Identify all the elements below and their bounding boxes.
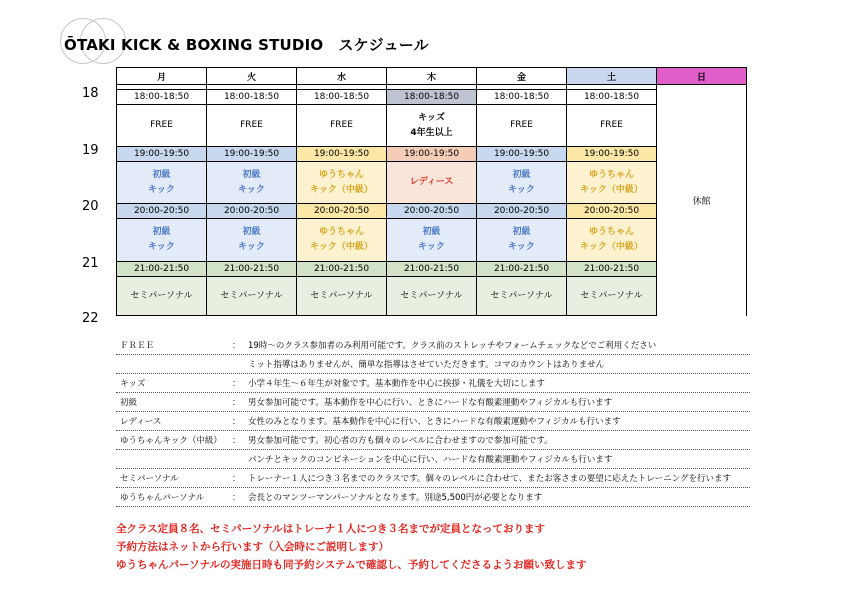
class-notes xyxy=(116,336,750,507)
day-header-mon: 月 xyxy=(117,68,207,85)
class-sub: キック xyxy=(148,242,175,252)
class-cell-semi-personal xyxy=(297,277,387,316)
sunday-closed-cell: 休館 xyxy=(657,85,747,316)
day-header-thu: 木 xyxy=(387,68,477,85)
class-cell-beginner-kick xyxy=(477,219,567,262)
class-cell-free xyxy=(297,105,387,147)
class-sub: キック（中級） xyxy=(310,242,373,252)
note-row xyxy=(116,469,750,488)
time-cell: 20:00-20:50 xyxy=(387,204,477,219)
class-cell-free xyxy=(207,105,297,147)
class-cell-free xyxy=(117,105,207,147)
class-cell-yuchan-kick xyxy=(567,219,657,262)
time-cell: 20:00-20:50 xyxy=(117,204,207,219)
note-label: 初級 xyxy=(120,398,138,408)
note-colon: ： xyxy=(232,379,241,389)
class-name: ゆうちゃん xyxy=(588,169,634,180)
note-label: ＦＲＥＥ xyxy=(120,341,155,351)
time-cell: 20:00-20:50 xyxy=(477,204,567,219)
note-colon: ： xyxy=(232,341,241,351)
class-sub: キック（中級） xyxy=(580,242,643,252)
hour-label-18: 18 xyxy=(82,86,99,101)
hour-label-21: 21 xyxy=(82,256,99,271)
time-cell: 18:00-18:50 xyxy=(477,90,567,105)
time-cell: 18:00-18:50 xyxy=(297,90,387,105)
day-header-wed: 水 xyxy=(297,68,387,85)
notice-line-personal: ゆうちゃんパーソナルの実施日時も同予約システムで確認し、予約してくださるようお願い致します xyxy=(116,559,587,571)
time-cell: 19:00-19:50 xyxy=(207,147,297,162)
time-row-1800 xyxy=(117,90,747,105)
class-cell-yuchan-kick xyxy=(567,162,657,204)
class-row-1800 xyxy=(117,105,747,147)
class-name: セミパーソナル xyxy=(130,290,193,301)
time-cell: 21:00-21:50 xyxy=(567,262,657,277)
class-name: セミパーソナル xyxy=(220,290,283,301)
class-name: ゆうちゃん xyxy=(318,227,364,237)
page-title: ŌTAKI KICK & BOXING STUDIO スケジュール xyxy=(64,36,429,54)
time-cell: 18:00-18:50 xyxy=(387,90,477,105)
class-cell-ladies xyxy=(387,162,477,204)
note-row xyxy=(116,374,750,393)
time-cell: 18:00-18:50 xyxy=(567,90,657,105)
time-cell: 21:00-21:50 xyxy=(207,262,297,277)
note-row xyxy=(116,488,750,507)
class-cell-semi-personal xyxy=(477,277,567,316)
note-row xyxy=(116,431,750,450)
note-label: セミパーソナル xyxy=(120,474,179,484)
class-sub: キック xyxy=(148,184,175,195)
note-label: ゆうちゃんパーソナル xyxy=(120,493,205,503)
class-cell-beginner-kick xyxy=(477,162,567,204)
class-name: FREE xyxy=(510,120,533,130)
note-label: キッズ xyxy=(120,379,146,389)
day-header-sun: 日 xyxy=(657,68,747,85)
time-cell: 18:00-18:50 xyxy=(117,90,207,105)
time-row-2100 xyxy=(117,262,747,277)
class-row-2000 xyxy=(117,219,747,262)
note-label: ゆうちゃんキック（中級） xyxy=(120,436,222,446)
class-name: 初級 xyxy=(242,227,261,237)
time-cell: 20:00-20:50 xyxy=(567,204,657,219)
class-name: 初級 xyxy=(152,169,171,180)
hour-label-20: 20 xyxy=(82,199,99,214)
time-cell: 19:00-19:50 xyxy=(117,147,207,162)
class-cell-semi-personal xyxy=(387,277,477,316)
day-header-sat: 土 xyxy=(567,68,657,85)
hour-label-19: 19 xyxy=(82,143,99,158)
class-name: セミパーソナル xyxy=(400,290,463,301)
day-header-tue: 火 xyxy=(207,68,297,85)
class-sub: キック xyxy=(238,242,265,252)
hour-label-22: 22 xyxy=(82,311,99,326)
note-colon: ： xyxy=(232,493,241,503)
class-cell-beginner-kick xyxy=(207,162,297,204)
class-name: 初級 xyxy=(512,169,531,180)
time-cell: 19:00-19:50 xyxy=(567,147,657,162)
note-text: 男女参加可能です。基本動作を中心に行い、ときにハードな有酸素運動やフィジカルも行います xyxy=(248,398,613,408)
class-name: ゆうちゃん xyxy=(588,227,634,237)
time-cell: 20:00-20:50 xyxy=(207,204,297,219)
note-text: 19時～のクラス参加者のみ利用可能です。クラス前のストレッチやフォームチェックなどでご利用ください xyxy=(248,341,657,351)
time-cell: 18:00-18:50 xyxy=(207,90,297,105)
time-cell: 20:00-20:50 xyxy=(297,204,387,219)
class-cell-yuchan-kick xyxy=(297,219,387,262)
note-colon: ： xyxy=(232,398,241,408)
class-sub: キック xyxy=(508,242,535,252)
time-cell: 19:00-19:50 xyxy=(387,147,477,162)
class-sub: キック（中級） xyxy=(580,184,643,195)
note-colon: ： xyxy=(232,436,241,446)
notice-footer xyxy=(116,520,587,574)
class-cell-semi-personal xyxy=(207,277,297,316)
time-row-2000 xyxy=(117,204,747,219)
note-colon: ： xyxy=(232,417,241,427)
class-cell-beginner-kick xyxy=(117,219,207,262)
schedule-table xyxy=(116,67,747,316)
day-header-fri: 金 xyxy=(477,68,567,85)
class-sub: キック xyxy=(418,242,445,252)
class-cell-semi-personal xyxy=(117,277,207,316)
class-name: FREE xyxy=(240,120,263,130)
note-text: 男女参加可能です。初心者の方も個々のレベルに合わせますので参加可能です。 xyxy=(248,436,553,446)
note-label: レディース xyxy=(120,417,162,427)
class-cell-semi-personal xyxy=(567,277,657,316)
note-row xyxy=(116,412,750,431)
class-name: 初級 xyxy=(242,169,261,180)
class-row-1900 xyxy=(117,162,747,204)
class-row-2100 xyxy=(117,277,747,316)
time-cell: 21:00-21:50 xyxy=(477,262,567,277)
time-row-1900 xyxy=(117,147,747,162)
class-sub: キック（中級） xyxy=(310,184,373,195)
note-text: トレーナー１人につき３名までのクラスです。個々のレベルに合わせて、またお客さまの要望に応えたトレーニングを行います xyxy=(248,474,732,484)
note-row xyxy=(116,355,750,374)
class-name: キッズ xyxy=(418,112,445,123)
class-name: 初級 xyxy=(152,227,171,237)
time-cell: 19:00-19:50 xyxy=(477,147,567,162)
class-name: レディース xyxy=(409,177,454,187)
class-cell-free xyxy=(477,105,567,147)
class-name: ゆうちゃん xyxy=(318,169,364,180)
class-sub: 4年生以上 xyxy=(410,127,453,138)
class-cell-yuchan-kick xyxy=(297,162,387,204)
note-text: パンチとキックのコンビネーションを中心に行い、ハードな有酸素運動やフィジカルも行います xyxy=(248,455,613,465)
class-name: FREE xyxy=(600,120,623,130)
notice-line-capacity: 全クラス定員８名、セミパーソナルはトレーナ１人につき３名までが定員となっております xyxy=(116,523,546,535)
class-name: セミパーソナル xyxy=(580,290,643,301)
note-row xyxy=(116,393,750,412)
class-cell-free xyxy=(567,105,657,147)
class-sub: キック xyxy=(508,184,535,195)
class-name: セミパーソナル xyxy=(490,290,553,301)
note-row xyxy=(116,336,750,355)
class-name: FREE xyxy=(150,120,173,130)
day-header-row xyxy=(117,68,747,85)
note-colon: ： xyxy=(232,474,241,484)
class-name: 初級 xyxy=(512,227,531,237)
note-text: ミット指導はありませんが、簡単な指導はさせていただきます。コマのカウントはありません xyxy=(248,360,605,370)
class-cell-beginner-kick xyxy=(207,219,297,262)
class-cell-kids xyxy=(387,105,477,147)
time-cell: 21:00-21:50 xyxy=(117,262,207,277)
class-cell-beginner-kick xyxy=(387,219,477,262)
note-text: 会長とのマンツーマンパーソナルとなります。別途5,500円が必要となります xyxy=(248,493,543,503)
note-text: 女性のみとなります。基本動作を中心に行い、ときにハードな有酸素運動やフィジカルも行います xyxy=(248,417,621,427)
class-name: 初級 xyxy=(422,227,441,237)
class-cell-beginner-kick xyxy=(117,162,207,204)
time-cell: 21:00-21:50 xyxy=(387,262,477,277)
notice-line-reservation: 予約方法はネットから行います（入会時にご説明します） xyxy=(116,541,389,553)
class-sub: キック xyxy=(238,184,265,195)
class-name: FREE xyxy=(330,120,353,130)
class-name: セミパーソナル xyxy=(310,290,373,301)
note-row xyxy=(116,450,750,469)
time-cell: 21:00-21:50 xyxy=(297,262,387,277)
note-text: 小学４年生～６年生が対象です。基本動作を中心に挨拶・礼儀を大切にします xyxy=(248,379,545,389)
time-cell: 19:00-19:50 xyxy=(297,147,387,162)
